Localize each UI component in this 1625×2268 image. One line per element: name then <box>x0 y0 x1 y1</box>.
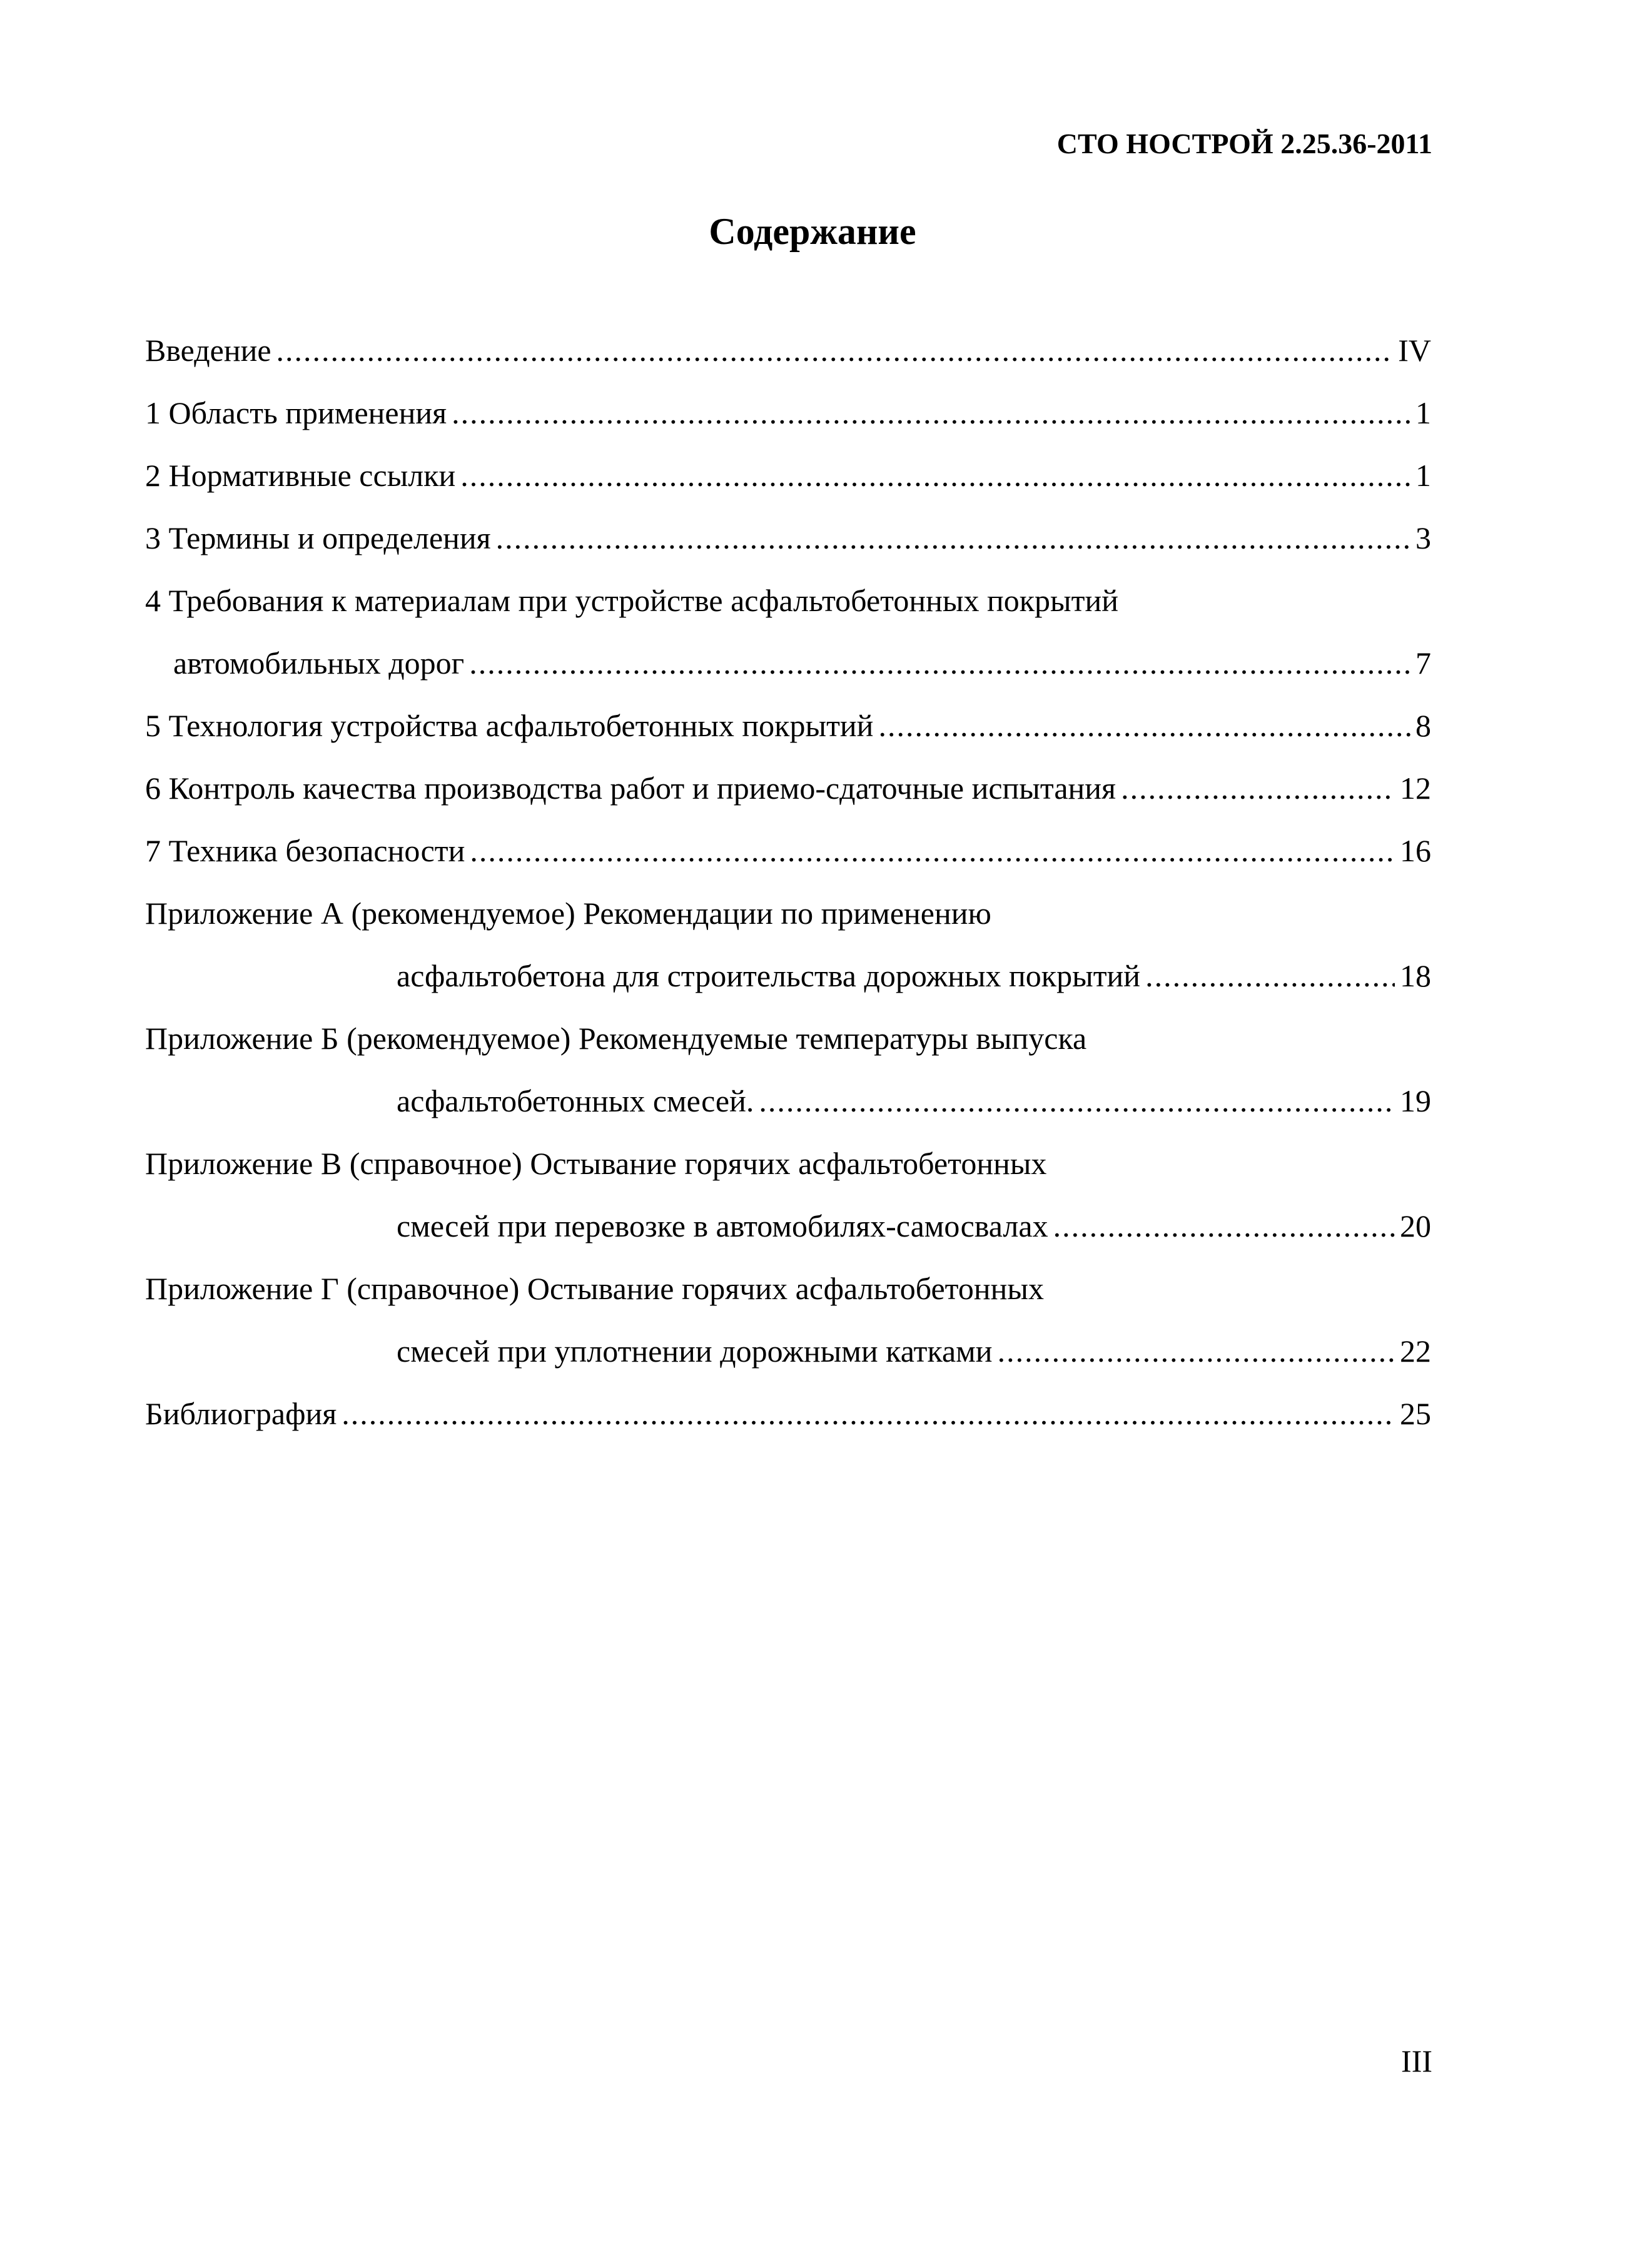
toc-entry-appendix-v-line1[interactable] <box>145 1138 1431 1201</box>
toc-entry-appendix-v-line2[interactable] <box>145 1201 1431 1263</box>
toc-entry-bibliography[interactable] <box>145 1389 1431 1451</box>
toc-page-ref: 1 <box>1415 458 1431 493</box>
page-number: III <box>1401 2043 1432 2078</box>
toc-entry-appendix-b-line2[interactable] <box>145 1076 1431 1138</box>
toc-leader-dots <box>470 826 1395 876</box>
toc-entry-text: Приложение Г (справочное) Остывание горячих асфальтобетонных <box>145 1271 1044 1306</box>
toc-leader-dots <box>496 513 1410 563</box>
toc-leader-dots <box>342 1389 1395 1439</box>
toc-entry-normative-references[interactable] <box>145 450 1431 513</box>
toc-leader-dots <box>1121 763 1395 813</box>
toc-leader-dots <box>469 638 1410 688</box>
toc-page-ref: 25 <box>1400 1396 1431 1431</box>
toc-entry-text: Приложение А (рекомендуемое) Рекомендации по применению <box>145 896 991 931</box>
toc-entry-text: 5 Технология устройства асфальтобетонных покрытий <box>145 708 874 743</box>
toc-page-ref: 1 <box>1415 395 1431 430</box>
toc-entry-material-requirements-line1[interactable] <box>145 575 1431 638</box>
toc-entry-terms-definitions[interactable] <box>145 513 1431 575</box>
toc-leader-dots <box>1145 951 1395 1001</box>
toc-entry-scope[interactable] <box>145 388 1431 450</box>
table-of-contents <box>145 325 1431 1451</box>
toc-leader-dots <box>998 1326 1395 1376</box>
toc-entry-safety[interactable] <box>145 826 1431 888</box>
toc-entry-text: автомобильных дорог <box>173 645 465 681</box>
toc-entry-text: 3 Термины и определения <box>145 520 491 555</box>
toc-page-ref: 20 <box>1400 1208 1431 1243</box>
toc-entry-text: 4 Требования к материалам при устройстве асфальтобетонных покрытий <box>145 583 1118 618</box>
toc-page-ref: 7 <box>1415 645 1431 681</box>
toc-leader-dots <box>759 1076 1395 1126</box>
toc-entry-appendix-g-line2[interactable] <box>145 1326 1431 1389</box>
toc-page-ref: IV <box>1398 333 1431 368</box>
toc-entry-quality-control[interactable] <box>145 763 1431 826</box>
toc-leader-dots <box>452 388 1410 438</box>
toc-page-ref: 22 <box>1400 1334 1431 1369</box>
toc-entry-text: Приложение В (справочное) Остывание горячих асфальтобетонных <box>145 1146 1047 1181</box>
toc-entry-text: асфальтобетонных смесей. <box>397 1083 754 1118</box>
toc-entry-appendix-b-line1[interactable] <box>145 1013 1431 1076</box>
toc-page-ref: 18 <box>1400 958 1431 993</box>
toc-page-ref: 12 <box>1400 771 1431 806</box>
toc-entry-text: 1 Область применения <box>145 395 447 430</box>
toc-entry-text: асфальтобетона для строительства дорожных покрытий <box>397 958 1141 993</box>
toc-entry-text: 6 Контроль качества производства работ и приемо-сдаточные испытания <box>145 771 1116 806</box>
toc-entry-text: Библиография <box>145 1396 337 1431</box>
toc-entry-material-requirements-line2[interactable] <box>145 638 1431 701</box>
toc-entry-text: Введение <box>145 333 271 368</box>
toc-page-ref: 16 <box>1400 833 1431 868</box>
toc-page-ref: 19 <box>1400 1083 1431 1118</box>
toc-entry-text: смесей при уплотнении дорожными катками <box>397 1334 993 1369</box>
toc-page-ref: 8 <box>1415 708 1431 743</box>
toc-title: Содержание <box>709 211 916 252</box>
toc-leader-dots <box>1053 1201 1395 1251</box>
toc-entry-text: 7 Техника безопасности <box>145 833 465 868</box>
toc-page-ref: 3 <box>1415 520 1431 555</box>
toc-entry-introduction[interactable] <box>145 325 1431 388</box>
toc-entry-technology[interactable] <box>145 701 1431 763</box>
document-code-header: СТО НОСТРОЙ 2.25.36-2011 <box>1056 128 1432 159</box>
toc-entry-text: Приложение Б (рекомендуемое) Рекомендуемые температуры выпуска <box>145 1021 1087 1056</box>
toc-entry-appendix-g-line1[interactable] <box>145 1263 1431 1326</box>
toc-entry-appendix-a-line2[interactable] <box>145 951 1431 1013</box>
toc-leader-dots <box>460 450 1410 500</box>
toc-entry-appendix-a-line1[interactable] <box>145 888 1431 951</box>
toc-leader-dots <box>878 701 1410 751</box>
toc-entry-text: смесей при перевозке в автомобилях-самосвалах <box>397 1208 1048 1243</box>
toc-entry-text: 2 Нормативные ссылки <box>145 458 456 493</box>
toc-leader-dots <box>276 325 1394 375</box>
